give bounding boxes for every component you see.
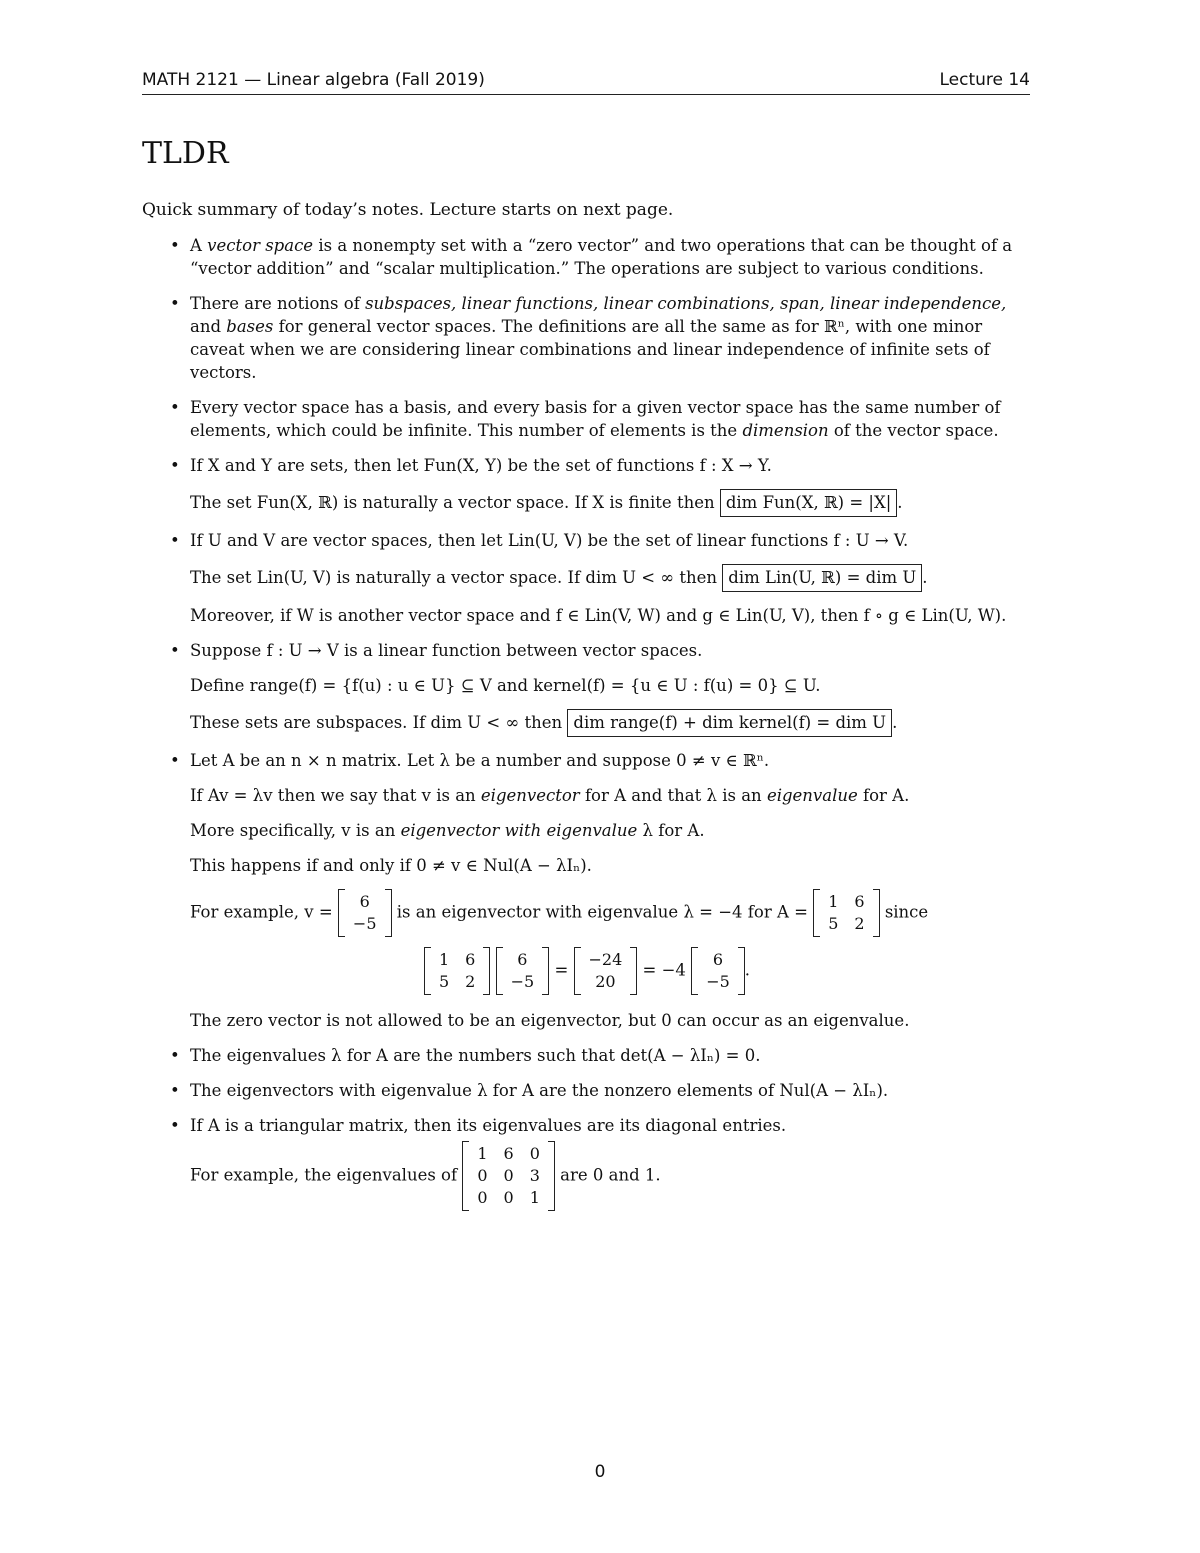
b5-line3: Moreover, if W is another vector space and f ∈ Lin(V, W) and g ∈ Lin(U, V), then f ∘ g ∈ Lin(U, W). (190, 606, 1007, 625)
b7-line2 (190, 784, 1032, 807)
matrix-A (813, 889, 879, 937)
b2-t2: for general vector spaces. The definitions are all the same as for ℝⁿ, with one minor caveat when we are considering linear combinations and linear independence of infinite sets of vectors. (190, 317, 990, 382)
v-entry: −5 (352, 914, 377, 933)
page-number: 0 (594, 1462, 606, 1482)
eq-vector-v2 (691, 947, 745, 995)
b2-t1: and (190, 317, 227, 336)
b5-line2: The set Lin(U, V) is naturally a vector space. If dim U < ∞ then (190, 568, 718, 587)
b7-ex-pre: For example, v = (190, 902, 333, 922)
eq-A-entry: 5 (438, 972, 450, 991)
A-entry: 2 (854, 914, 865, 933)
b5-line2-row (190, 564, 1032, 592)
M-entry: 0 (503, 1166, 514, 1185)
summary-list (142, 234, 1032, 1223)
b6-line1: • Suppose f : U → V is a linear function between vector spaces. (190, 641, 703, 660)
b7-l2e1: eigenvector (480, 786, 580, 805)
result-entry: −24 (588, 950, 623, 969)
b3-em: dimension (742, 421, 829, 440)
A-entry: 1 (828, 892, 839, 911)
b7-l3e: eigenvector with eigenvalue (400, 821, 638, 840)
M-entry: 0 (477, 1166, 488, 1185)
b7-l2b: for A and that λ is an (579, 786, 767, 805)
vector-v (338, 889, 392, 937)
eq-v2-entry: 6 (712, 950, 724, 969)
boxed-formula-lin: dim Lin(U, ℝ) = dim U (722, 564, 922, 592)
b2-e1: subspaces, linear functions, linear combinations, span, linear independence, (365, 294, 1007, 313)
triangular-example-row (190, 1141, 1032, 1211)
M-entry: 3 (529, 1166, 540, 1185)
running-header (142, 70, 1030, 95)
b7-line3 (190, 819, 1032, 842)
b7-l2e2: eigenvalue (766, 786, 858, 805)
b5-line1: • If U and V are vector spaces, then let Lin(U, V) be the set of linear functions f : U → V. (190, 531, 909, 550)
bullet-range-kernel (142, 639, 1032, 737)
eq-v-entry: 6 (517, 950, 528, 969)
A-entry: 6 (854, 892, 865, 911)
b7-l3b: λ for A. (637, 821, 705, 840)
b7-l2a: If Av = λv then we say that v is an (190, 786, 481, 805)
b1-pre: A (190, 236, 208, 255)
b7-line-last: The zero vector is not allowed to be an eigenvector, but 0 can occur as an eigenvalue. (190, 1011, 910, 1030)
intro-text: Quick summary of today’s notes. Lecture starts on next page. (142, 200, 674, 220)
M-entry: 6 (503, 1144, 514, 1163)
M-entry: 0 (503, 1188, 514, 1207)
b10-ex-post: are 0 and 1. (560, 1165, 661, 1185)
M-entry: 1 (529, 1188, 540, 1207)
b7-ex-mid: is an eigenvector with eigenvalue λ = −4 for A = (396, 902, 808, 922)
b6-line2: Define range(f) = {f(u) : u ∈ U} ⊆ V and kernel(f) = {u ∈ U : f(u) = 0} ⊆ U. (190, 676, 821, 695)
bullet-vector-space (142, 234, 1032, 280)
b7-line4: This happens if and only if 0 ≠ v ∈ Nul(A − λIₙ). (190, 856, 592, 875)
b4-line2: The set Fun(X, ℝ) is naturally a vector space. If X is finite then (190, 493, 715, 512)
b6-end: . (892, 713, 898, 732)
eq-A-entry: 2 (465, 972, 476, 991)
eq-matrix-A (424, 947, 490, 995)
M-entry: 0 (529, 1144, 540, 1163)
eq-vector-v (496, 947, 550, 995)
b7-ex-post: since (884, 902, 929, 922)
boxed-formula-fun: dim Fun(X, ℝ) = |X| (720, 489, 897, 517)
bullet-eigenvalues-det: • The eigenvalues λ for A are the numbers such that det(A − λIₙ) = 0. (142, 1044, 1032, 1067)
M-entry: 1 (477, 1144, 488, 1163)
bullet-notions (142, 292, 1032, 384)
eigen-example-row (190, 889, 1032, 937)
section-title: TLDR (142, 136, 229, 171)
eq-A-entry: 6 (465, 950, 476, 969)
lecture-number: Lecture 14 (939, 70, 1030, 90)
eq-equals: = (554, 960, 569, 980)
b7-line1: • Let A be an n × n matrix. Let λ be a number and suppose 0 ≠ v ∈ ℝⁿ. (190, 751, 770, 770)
bullet-fun (142, 454, 1032, 517)
bullet-lin (142, 529, 1032, 627)
course-title: MATH 2121 — Linear algebra (Fall 2019) (142, 70, 485, 90)
b2-t0: There are notions of (190, 294, 366, 313)
b10-ex-pre: For example, the eigenvalues of (190, 1165, 458, 1185)
bullet-triangular (142, 1114, 1032, 1211)
v-entry: 6 (359, 892, 370, 911)
boxed-formula-rank: dim range(f) + dim kernel(f) = dim U (567, 709, 892, 737)
triangular-matrix (462, 1141, 555, 1211)
eq-v2-entry: −5 (706, 972, 730, 991)
b1-post: is a nonempty set with a “zero vector” and two operations that can be thought of a “vector addition” and “scalar multiplication.” The operations are subject to various conditions. (190, 236, 1013, 278)
bullet-basis (142, 396, 1032, 442)
b3-pre: Every vector space has a basis, and every basis for a given vector space has the same number of elements, which could be infinite. This number of elements is the (190, 398, 1001, 440)
result-entry: 20 (595, 972, 616, 991)
b6-line3-row (190, 709, 1032, 737)
b5-end: . (922, 568, 928, 587)
b2-e2: bases (226, 317, 274, 336)
bullet-eigenvectors-nul: • The eigenvectors with eigenvalue λ for A are the nonzero elements of Nul(A − λIₙ). (142, 1079, 1032, 1102)
eq-end: . (744, 960, 751, 980)
b4-line2-row (190, 489, 1032, 517)
b4-line1: • If X and Y are sets, then let Fun(X, Y) be the set of functions f : X → Y. (190, 456, 772, 475)
b3-post: of the vector space. (828, 421, 999, 440)
b1-em: vector space (207, 236, 314, 255)
b6-line3: These sets are subspaces. If dim U < ∞ then (190, 713, 563, 732)
b7-l2c: for A. (857, 786, 910, 805)
bullet-eigen (142, 749, 1032, 1032)
eq-A-entry: 1 (438, 950, 450, 969)
eigen-equation (142, 947, 1032, 995)
b4-end: . (897, 493, 903, 512)
b10-line1: • If A is a triangular matrix, then its eigenvalues are its diagonal entries. (190, 1116, 787, 1135)
A-entry: 5 (828, 914, 839, 933)
M-entry: 0 (477, 1188, 488, 1207)
b7-l3a: More specifically, v is an (190, 821, 401, 840)
eq-v-entry: −5 (510, 972, 535, 991)
eq-equals-scalar: = −4 (642, 960, 686, 980)
eq-result (574, 947, 638, 995)
